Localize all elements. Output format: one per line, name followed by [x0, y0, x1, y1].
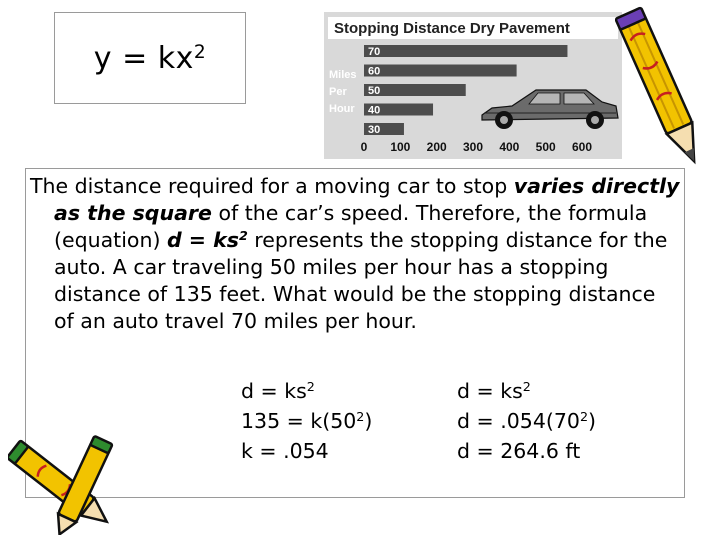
x-tick-label: 0 [360, 140, 368, 154]
chart-svg [324, 12, 622, 159]
x-tick-label: 100 [390, 140, 411, 154]
bar-label: 60 [368, 65, 381, 78]
work-line: $d = ks^2$ [241, 379, 315, 403]
bar-label: 50 [368, 85, 381, 97]
problem-text-1: The distance required for a moving car to stop [30, 174, 514, 198]
problem-text-2: of the car’s speed. Therefore, the formula (equation) [54, 201, 648, 252]
pencil-icon-top-right [615, 2, 710, 177]
y-axis-label-line: Hour [329, 103, 355, 115]
work-line: d = 264.6 ft [457, 439, 581, 463]
bar-70-mph [364, 45, 567, 57]
bar-label: 40 [368, 104, 381, 117]
y-axis-label-line: Miles [329, 69, 357, 81]
chart-title: Stopping Distance Dry Pavement [334, 20, 570, 37]
x-tick-label: 500 [535, 140, 556, 154]
x-tick-label: 300 [462, 140, 484, 154]
work-left-column [241, 376, 372, 466]
x-tick-label: 200 [426, 140, 447, 154]
bar-60-mph [364, 65, 517, 77]
work-line: $d = ks^2$ [457, 379, 531, 403]
bar-label: 30 [368, 124, 381, 136]
y-axis-label-line: Per [329, 86, 347, 98]
x-tick-label: 600 [571, 140, 593, 154]
work-line: $135 = k(50^2)$ [241, 409, 373, 433]
problem-text-3: represents the stopping distance for the auto. A car traveling 50 miles per hour has a stopping distance of 135 feet. What would be the stopping distance of an auto travel 70 miles per hour. [54, 228, 668, 333]
stopping-distance-chart [324, 12, 622, 159]
work-right-column [457, 376, 596, 466]
bar-label: 70 [368, 46, 381, 58]
pencil-icon-bottom-left [8, 430, 128, 535]
emphasis-varies-directly: varies directly as the square [54, 174, 680, 225]
work-line: k = .054 [241, 439, 329, 463]
x-tick-label: 400 [499, 140, 520, 154]
formula-text: $y = kx^2$ [93, 40, 207, 76]
formula-box [54, 12, 246, 104]
work-line: $d = .054(70^2)$ [457, 409, 597, 433]
problem-paragraph [30, 173, 680, 335]
emphasis-equation: $d = ks^2$ [166, 228, 248, 252]
